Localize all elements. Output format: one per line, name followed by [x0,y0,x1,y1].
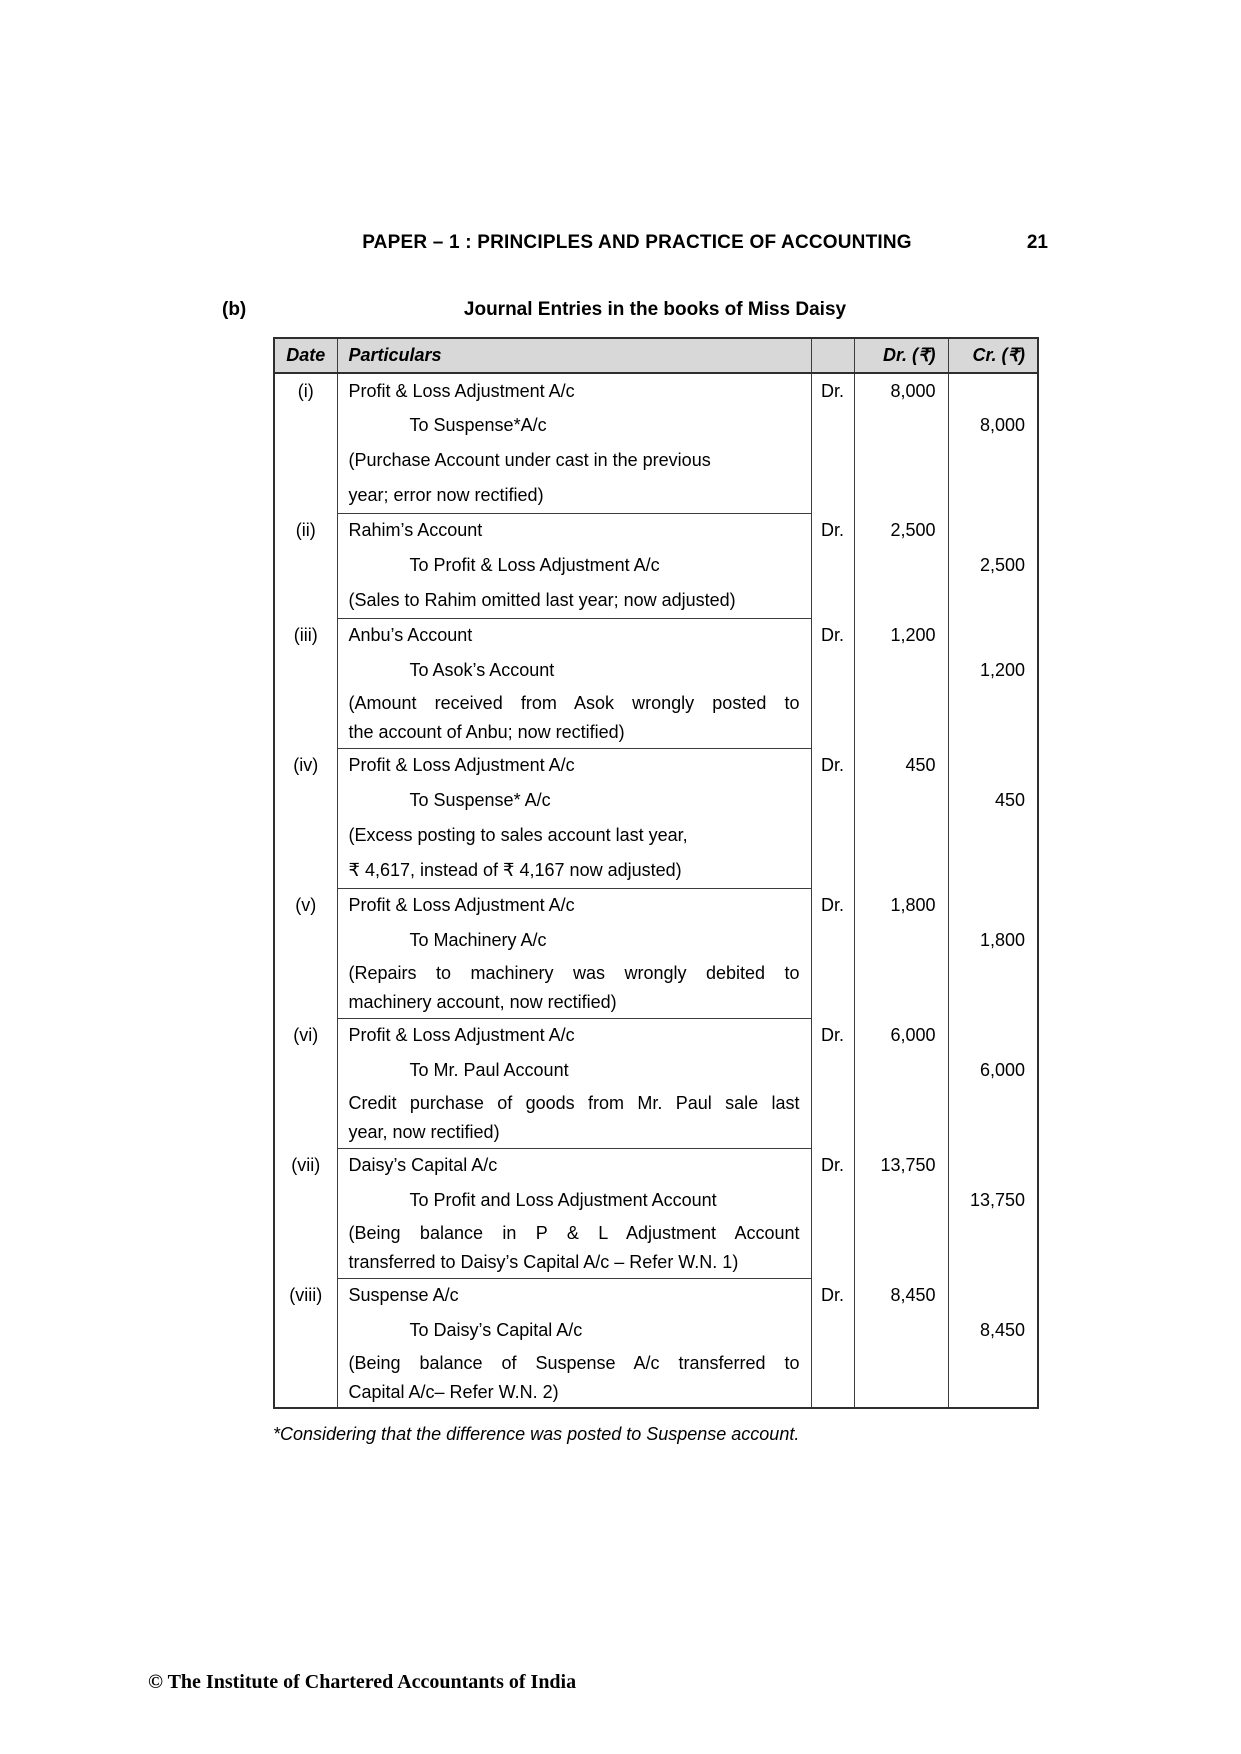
drcr-indicator-cell [811,1218,854,1248]
particulars-cell: To Daisy’s Capital A/c [337,1313,811,1348]
col-header-particulars: Particulars [337,338,811,373]
drcr-indicator-cell [811,818,854,853]
entry-number-cell [274,688,337,718]
journal-line-row [274,1088,1038,1118]
journal-line-row [274,888,1038,923]
table-header-row [274,338,1038,373]
dr-amount-cell [854,1313,948,1348]
cr-amount-cell [948,1148,1038,1183]
particulars-cell: (Being balance of Suspense A/c transferred to [337,1348,811,1378]
journal-line-row [274,1248,1038,1278]
cr-amount-cell: 8,450 [979,1320,1025,1340]
journal-line-row [274,923,1038,958]
particulars-cell: (Purchase Account under cast in the previous [337,443,811,478]
drcr-indicator-cell [811,853,854,888]
particulars-cell: Capital A/c– Refer W.N. 2) [337,1378,811,1408]
cr-amount-cell [948,818,1038,853]
journal-line-row [274,408,1038,443]
cr-amount-cell [948,373,1038,408]
entry-number-cell: (viii) [274,1278,337,1313]
journal-line-row [274,853,1038,888]
cr-amount-cell [948,1348,1038,1378]
particulars-cell: machinery account, now rectified) [337,988,811,1018]
entry-number-cell [274,1118,337,1148]
drcr-indicator-cell [811,988,854,1018]
journal-line-row [274,478,1038,513]
particulars-cell: To Profit and Loss Adjustment Account [337,1183,811,1218]
section-label: (b) [222,299,247,320]
cr-amount-cell [948,888,1038,923]
dr-amount-cell [854,853,948,888]
particulars-cell: year; error now rectified) [337,478,811,513]
journal-line-row [274,1348,1038,1378]
cr-amount-cell [948,513,1038,548]
dr-amount-cell: 450 [854,748,948,783]
journal-line-row [274,1018,1038,1053]
particulars-cell: transferred to Daisy’s Capital A/c – Refer W.N. 1) [337,1248,811,1278]
particulars-cell: (Repairs to machinery was wrongly debited to [337,958,811,988]
drcr-indicator-cell [811,583,854,618]
copyright-footer: © The Institute of Chartered Accountants of India [148,1671,577,1693]
dr-amount-cell: 1,200 [854,618,948,653]
entry-number-cell [274,408,337,443]
cr-amount-cell [948,988,1038,1018]
journal-line-row [274,1378,1038,1408]
particulars-cell: (Excess posting to sales account last year, [337,818,811,853]
particulars-cell: Profit & Loss Adjustment A/c [337,748,811,783]
journal-line-row [274,988,1038,1018]
dr-amount-cell [854,408,948,443]
journal-table-container [273,337,1039,1409]
cr-amount-cell [948,748,1038,783]
cr-amount-cell [948,958,1038,988]
particulars-cell: Anbu’s Account [337,618,811,653]
journal-line-row [274,748,1038,783]
entry-number-cell: (iii) [274,618,337,653]
drcr-indicator-cell [811,688,854,718]
drcr-indicator-cell: Dr. [811,1148,854,1183]
entry-number-cell [274,583,337,618]
drcr-indicator-cell [811,478,854,513]
drcr-indicator-cell [811,1088,854,1118]
cr-amount-cell: 13,750 [969,1190,1025,1210]
journal-line-row [274,513,1038,548]
journal-line-row [274,1218,1038,1248]
col-header-dr: Dr. (₹) [854,338,948,373]
dr-amount-cell [854,1218,948,1248]
particulars-cell: To Suspense*A/c [337,408,811,443]
table-title: Journal Entries in the books of Miss Daisy [463,299,847,320]
drcr-indicator-cell [811,923,854,958]
dr-amount-cell [854,1183,948,1218]
drcr-indicator-cell: Dr. [811,748,854,783]
dr-amount-cell [854,1248,948,1278]
journal-line-row [274,718,1038,748]
dr-amount-cell: 13,750 [854,1148,948,1183]
dr-amount-cell [854,688,948,718]
drcr-indicator-cell [811,1183,854,1218]
journal-line-row [274,373,1038,408]
particulars-cell: To Machinery A/c [337,923,811,958]
cr-amount-cell [948,1218,1038,1248]
entry-number-cell [274,923,337,958]
cr-amount-cell [948,583,1038,618]
drcr-indicator-cell [811,408,854,443]
entry-number-cell: (v) [274,888,337,923]
dr-amount-cell: 6,000 [854,1018,948,1053]
entry-number-cell [274,1348,337,1378]
journal-line-row [274,958,1038,988]
journal-line-row [274,688,1038,718]
dr-amount-cell [854,443,948,478]
cr-amount-cell [948,1378,1038,1408]
cr-amount-cell: 6,000 [979,1060,1025,1080]
drcr-indicator-cell [811,958,854,988]
dr-amount-cell [854,1053,948,1088]
entry-number-cell [274,818,337,853]
running-header-title: PAPER – 1 : PRINCIPLES AND PRACTICE OF ACCOUNTING [362,232,912,253]
entry-number-cell [274,478,337,513]
dr-amount-cell [854,478,948,513]
entry-number-cell [274,1378,337,1408]
entry-number-cell [274,718,337,748]
dr-amount-cell [854,1348,948,1378]
dr-amount-cell: 8,450 [854,1278,948,1313]
drcr-indicator-cell: Dr. [811,1018,854,1053]
drcr-indicator-cell: Dr. [811,888,854,923]
cr-amount-cell [948,443,1038,478]
journal-line-row [274,548,1038,583]
dr-amount-cell [854,783,948,818]
cr-amount-cell [948,618,1038,653]
particulars-cell: To Mr. Paul Account [337,1053,811,1088]
journal-line-row [274,1183,1038,1218]
cr-amount-cell [948,1248,1038,1278]
entry-number-cell [274,783,337,818]
cr-amount-cell: 1,200 [979,660,1025,680]
col-header-date: Date [274,338,337,373]
cr-amount-cell: 2,500 [979,555,1025,575]
particulars-cell: To Suspense* A/c [337,783,811,818]
drcr-indicator-cell [811,783,854,818]
dr-amount-cell [854,988,948,1018]
entry-number-cell [274,1313,337,1348]
drcr-indicator-cell [811,653,854,688]
journal-table-body [274,373,1038,1408]
col-header-blank [811,338,854,373]
dr-amount-cell [854,1378,948,1408]
entry-number-cell: (i) [274,373,337,408]
footnote: *Considering that the difference was posted to Suspense account. [273,1424,800,1444]
journal-line-row [274,583,1038,618]
particulars-cell: the account of Anbu; now rectified) [337,718,811,748]
cr-amount-cell [948,853,1038,888]
particulars-cell: Rahim’s Account [337,513,811,548]
cr-amount-cell: 450 [994,790,1025,810]
drcr-indicator-cell: Dr. [811,618,854,653]
entry-number-cell [274,653,337,688]
cr-amount-cell: 1,800 [979,930,1025,950]
dr-amount-cell [854,923,948,958]
entry-number-cell: (vii) [274,1148,337,1183]
journal-line-row [274,1313,1038,1348]
particulars-cell: Profit & Loss Adjustment A/c [337,888,811,923]
journal-line-row [274,1118,1038,1148]
dr-amount-cell [854,818,948,853]
entry-number-cell [274,1088,337,1118]
page-number: 21 [1026,232,1048,253]
journal-table [273,337,1039,1409]
particulars-cell: (Amount received from Asok wrongly posted to [337,688,811,718]
cr-amount-cell [948,1118,1038,1148]
drcr-indicator-cell [811,1053,854,1088]
dr-amount-cell [854,1088,948,1118]
dr-amount-cell: 2,500 [854,513,948,548]
particulars-cell: year, now rectified) [337,1118,811,1148]
drcr-indicator-cell [811,1118,854,1148]
dr-amount-cell [854,653,948,688]
cr-amount-cell [948,1018,1038,1053]
col-header-cr: Cr. (₹) [948,338,1038,373]
dr-amount-cell [854,1118,948,1148]
particulars-cell: Credit purchase of goods from Mr. Paul sale last [337,1088,811,1118]
dr-amount-cell [854,583,948,618]
particulars-cell: ₹ 4,617, instead of ₹ 4,167 now adjusted) [337,853,811,888]
entry-number-cell: (vi) [274,1018,337,1053]
particulars-cell: (Being balance in P & L Adjustment Account [337,1218,811,1248]
particulars-cell: To Profit & Loss Adjustment A/c [337,548,811,583]
dr-amount-cell [854,548,948,583]
journal-line-row [274,653,1038,688]
entry-number-cell [274,853,337,888]
cr-amount-cell [948,1088,1038,1118]
drcr-indicator-cell: Dr. [811,1278,854,1313]
drcr-indicator-cell [811,1248,854,1278]
entry-number-cell [274,1248,337,1278]
drcr-indicator-cell [811,1313,854,1348]
journal-line-row [274,1053,1038,1088]
cr-amount-cell [948,688,1038,718]
entry-number-cell [274,443,337,478]
drcr-indicator-cell [811,1348,854,1378]
particulars-cell: Profit & Loss Adjustment A/c [337,373,811,408]
entry-number-cell: (iv) [274,748,337,783]
journal-line-row [274,1148,1038,1183]
entry-number-cell [274,958,337,988]
journal-line-row [274,618,1038,653]
journal-line-row [274,818,1038,853]
drcr-indicator-cell [811,1378,854,1408]
entry-number-cell [274,1183,337,1218]
dr-amount-cell [854,718,948,748]
cr-amount-cell: 8,000 [979,415,1025,435]
drcr-indicator-cell: Dr. [811,513,854,548]
dr-amount-cell [854,958,948,988]
journal-line-row [274,783,1038,818]
dr-amount-cell: 8,000 [854,373,948,408]
drcr-indicator-cell [811,718,854,748]
journal-line-row [274,443,1038,478]
entry-number-cell [274,1218,337,1248]
drcr-indicator-cell: Dr. [811,373,854,408]
journal-line-row [274,1278,1038,1313]
entry-number-cell [274,988,337,1018]
particulars-cell: Daisy’s Capital A/c [337,1148,811,1183]
dr-amount-cell: 1,800 [854,888,948,923]
entry-number-cell [274,548,337,583]
entry-number-cell [274,1053,337,1088]
entry-number-cell: (ii) [274,513,337,548]
cr-amount-cell [948,478,1038,513]
particulars-cell: (Sales to Rahim omitted last year; now adjusted) [337,583,811,618]
drcr-indicator-cell [811,548,854,583]
particulars-cell: To Asok’s Account [337,653,811,688]
cr-amount-cell [948,1278,1038,1313]
cr-amount-cell [948,718,1038,748]
particulars-cell: Suspense A/c [337,1278,811,1313]
particulars-cell: Profit & Loss Adjustment A/c [337,1018,811,1053]
drcr-indicator-cell [811,443,854,478]
